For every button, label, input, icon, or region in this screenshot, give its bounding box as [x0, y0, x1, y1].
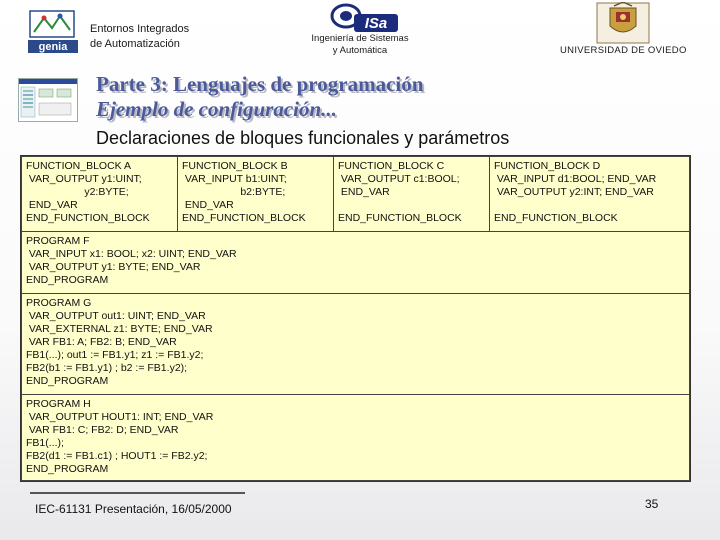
- footer-divider: [30, 492, 245, 494]
- program-f: PROGRAM F VAR_INPUT x1: BOOL; x2: UINT; END_VAR VAR_OUTPUT y1: BYTE; END_VAR END_PROGRAM: [21, 231, 690, 294]
- genia-logo: [28, 10, 78, 54]
- function-block-a: FUNCTION_BLOCK A VAR_OUTPUT y1:UINT; y2:BYTE; END_VAR END_FUNCTION_BLOCK: [21, 156, 178, 232]
- department-line2: y Automática: [332, 45, 388, 56]
- slide-title: Parte 3: Lenguajes de programación: [96, 72, 424, 96]
- course-title-line1: Entornos Integrados: [90, 23, 190, 35]
- function-block-b: FUNCTION_BLOCK B VAR_INPUT b1:UINT; b2:BYTE; END_VAR END_FUNCTION_BLOCK: [177, 156, 334, 232]
- university-name: UNIVERSIDAD DE OVIEDO: [560, 45, 687, 56]
- function-block-d: FUNCTION_BLOCK D VAR_INPUT d1:BOOL; END_VAR VAR_OUTPUT y2:INT; END_VAR END_FUNCTION_BLOCK: [489, 156, 690, 232]
- isa-logo-text: ISa: [364, 15, 388, 32]
- genia-logo-text: genia: [38, 41, 68, 53]
- isa-logo: [318, 2, 400, 34]
- course-title: [90, 22, 189, 52]
- course-title-line2: de Automatización: [90, 38, 180, 50]
- program-g: PROGRAM G VAR_OUTPUT out1: UINT; END_VAR VAR_EXTERNAL z1: BYTE; END_VAR VAR FB1: A; FB2: B; END_VAR FB1(...); out1 := FB1.y1; z1 := FB1.y2; FB2(b1 := FB1.y1) ; b2 := FB1.y2); END_PROGRAM: [21, 293, 690, 395]
- department-line1: Ingeniería de Sistemas: [311, 33, 409, 44]
- university-crest-logo: [596, 2, 650, 44]
- program-h: PROGRAM H VAR_OUTPUT HOUT1: INT; END_VAR VAR FB1: C; FB2: D; END_VAR FB1(...); FB2(d1 := FB1.c1) ; HOUT1 := FB2.y2; END_PROGRAM: [21, 394, 690, 481]
- screenshot-thumbnail-icon: [18, 78, 78, 122]
- department-name: [300, 33, 420, 57]
- declarations-table: [20, 155, 691, 482]
- slide-subtitle: Declaraciones de bloques funcionales y parámetros: [96, 128, 510, 148]
- slide-title-example: Ejemplo de configuración...: [96, 97, 337, 121]
- function-block-c: FUNCTION_BLOCK C VAR_OUTPUT c1:BOOL; END_VAR END_FUNCTION_BLOCK: [333, 156, 490, 232]
- footer-presentation: IEC-61131 Presentación, 16/05/2000: [35, 502, 232, 516]
- page-number: 35: [645, 497, 659, 511]
